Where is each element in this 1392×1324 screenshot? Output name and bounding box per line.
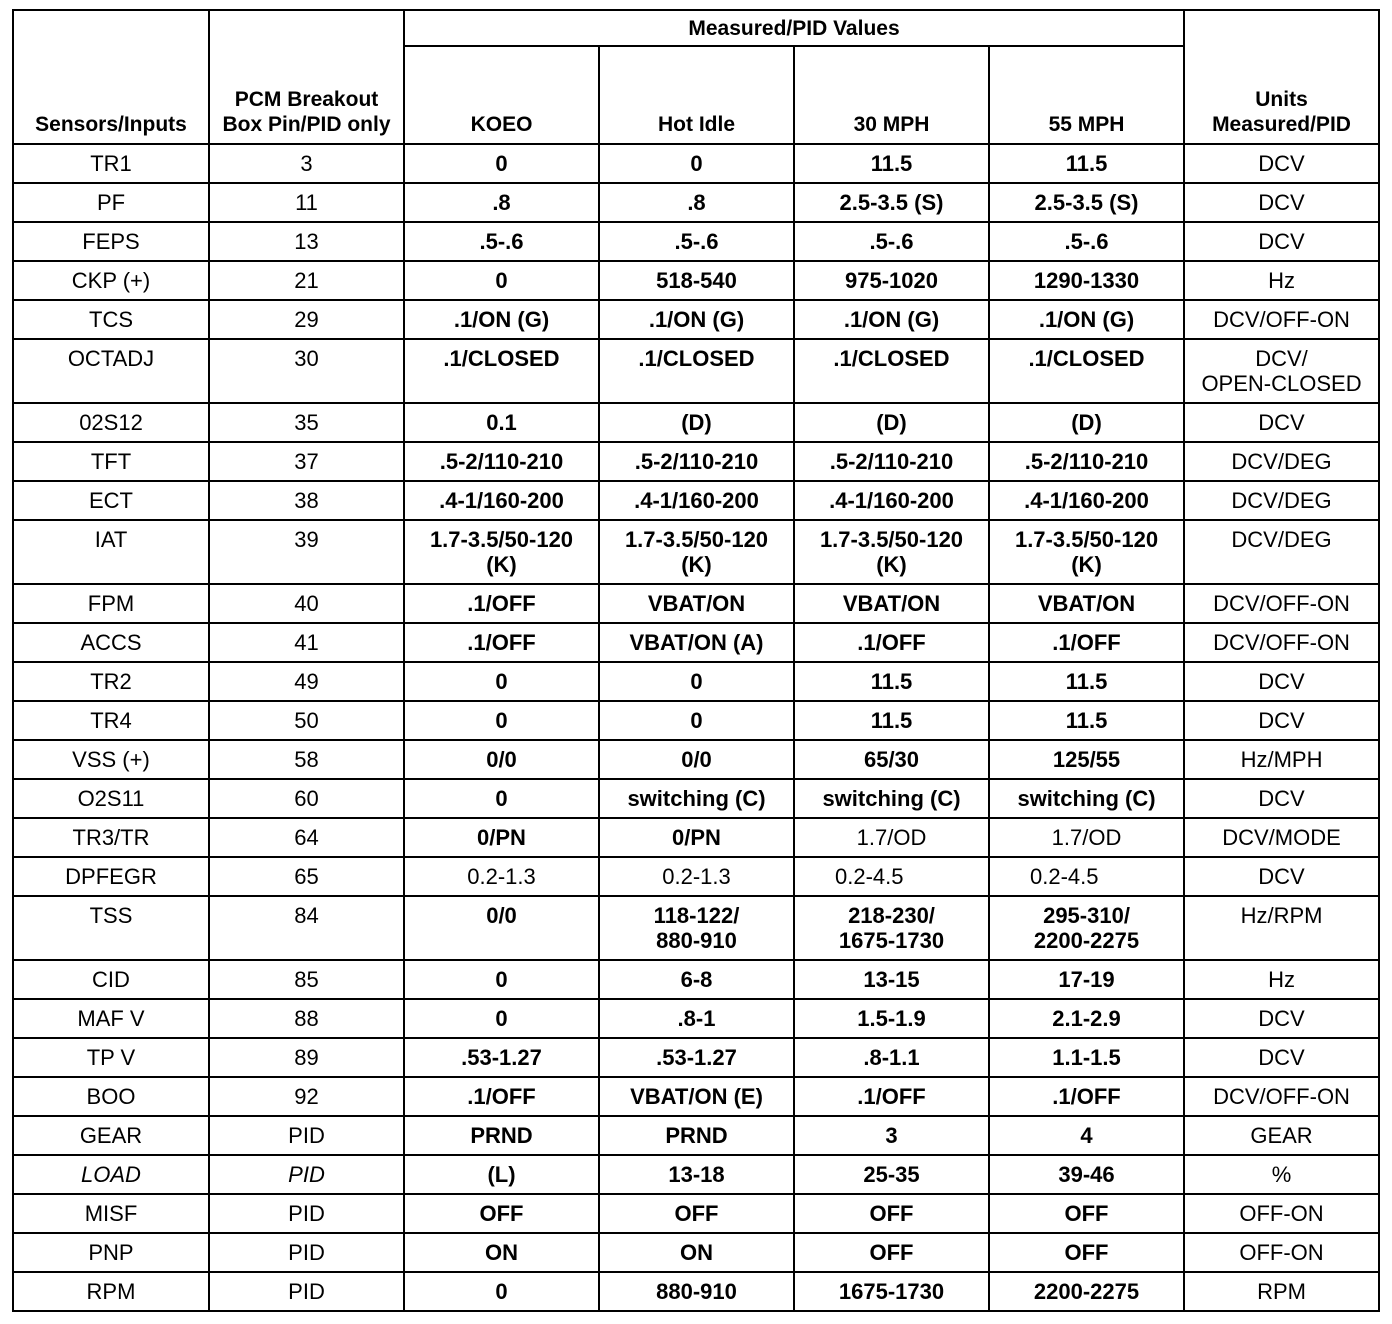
header-measured-group: Measured/PID Values [404,10,1184,46]
pin-cell: PID [209,1116,404,1155]
mph55-cell: 17-19 [989,960,1184,999]
koeo-cell: 0/0 [404,896,599,960]
pin-cell: 85 [209,960,404,999]
sensor-cell: CID [13,960,209,999]
mph55-cell: 1.1-1.5 [989,1038,1184,1077]
mph30-cell: .8-1.1 [794,1038,989,1077]
mph55-cell: 11.5 [989,144,1184,183]
mph30-cell: 3 [794,1116,989,1155]
koeo-cell: .1/ON (G) [404,300,599,339]
hot-idle-cell: 1.7-3.5/50-120 (K) [599,520,794,584]
sensor-cell: GEAR [13,1116,209,1155]
sensor-cell: MAF V [13,999,209,1038]
mph55-cell: (D) [989,403,1184,442]
koeo-cell: (L) [404,1155,599,1194]
koeo-cell: 0/PN [404,818,599,857]
mph55-cell: 4 [989,1116,1184,1155]
hot-idle-cell: 0.2-1.3 [599,857,794,896]
units-cell: DCV [1184,662,1379,701]
sensor-cell: TCS [13,300,209,339]
mph30-cell: .1/OFF [794,623,989,662]
hot-idle-cell: VBAT/ON (E) [599,1077,794,1116]
koeo-cell: .5-.6 [404,222,599,261]
table-row [13,144,1379,183]
mph30-cell: switching (C) [794,779,989,818]
mph30-cell: .5-2/110-210 [794,442,989,481]
sensor-cell: FPM [13,584,209,623]
sensor-cell: PNP [13,1233,209,1272]
koeo-cell: 0.1 [404,403,599,442]
koeo-cell: 1.7-3.5/50-120 (K) [404,520,599,584]
table-row [13,1233,1379,1272]
pin-cell: 37 [209,442,404,481]
sensor-cell: ECT [13,481,209,520]
table-row [13,623,1379,662]
mph55-cell: .1/ON (G) [989,300,1184,339]
sensor-cell: TR1 [13,144,209,183]
mph55-cell: OFF [989,1233,1184,1272]
units-cell: Hz/MPH [1184,740,1379,779]
sensor-cell: VSS (+) [13,740,209,779]
koeo-cell: .1/OFF [404,623,599,662]
hot-idle-cell: 118-122/ 880-910 [599,896,794,960]
pin-cell: 41 [209,623,404,662]
units-cell: RPM [1184,1272,1379,1311]
hot-idle-cell: .5-.6 [599,222,794,261]
mph55-cell: 0.2-4.5 [989,857,1184,896]
units-cell: OFF-ON [1184,1194,1379,1233]
units-cell: DCV/OFF-ON [1184,300,1379,339]
mph55-cell: 2200-2275 [989,1272,1184,1311]
table-row [13,1272,1379,1311]
mph55-cell: 2.5-3.5 (S) [989,183,1184,222]
hot-idle-cell: 0 [599,144,794,183]
mph30-cell: 1675-1730 [794,1272,989,1311]
mph30-cell: 975-1020 [794,261,989,300]
mph55-cell: .4-1/160-200 [989,481,1184,520]
table-row [13,740,1379,779]
pin-cell: 40 [209,584,404,623]
table-row [13,857,1379,896]
mph30-cell: .5-.6 [794,222,989,261]
pin-cell: 13 [209,222,404,261]
sensor-cell: IAT [13,520,209,584]
sensor-cell: TR3/TR [13,818,209,857]
koeo-cell: 0 [404,701,599,740]
mph30-cell: 1.7/OD [794,818,989,857]
sensor-cell: RPM [13,1272,209,1311]
mph55-cell: 11.5 [989,662,1184,701]
koeo-cell: 0 [404,144,599,183]
mph30-cell: 11.5 [794,662,989,701]
koeo-cell: .53-1.27 [404,1038,599,1077]
table-row [13,222,1379,261]
pin-cell: 65 [209,857,404,896]
mph30-cell: (D) [794,403,989,442]
mph30-cell: 13-15 [794,960,989,999]
table-row [13,662,1379,701]
sensor-cell: FEPS [13,222,209,261]
units-cell: DCV [1184,779,1379,818]
units-cell: DCV/DEG [1184,481,1379,520]
header-sensors: Sensors/Inputs [13,10,209,144]
units-cell: GEAR [1184,1116,1379,1155]
koeo-cell: ON [404,1233,599,1272]
mph30-cell: 0.2-4.5 [794,857,989,896]
koeo-cell: 0 [404,1272,599,1311]
hot-idle-cell: 880-910 [599,1272,794,1311]
pin-cell: 60 [209,779,404,818]
mph55-cell: 11.5 [989,701,1184,740]
mph30-cell: .1/OFF [794,1077,989,1116]
sensor-cell: TR2 [13,662,209,701]
units-cell: DCV [1184,857,1379,896]
mph30-cell: OFF [794,1233,989,1272]
units-cell: Hz [1184,960,1379,999]
units-cell: DCV/MODE [1184,818,1379,857]
hot-idle-cell: VBAT/ON [599,584,794,623]
mph30-cell: 2.5-3.5 (S) [794,183,989,222]
units-cell: DCV/DEG [1184,442,1379,481]
units-cell: DCV/OFF-ON [1184,1077,1379,1116]
sensor-cell: TP V [13,1038,209,1077]
hot-idle-cell: 0/PN [599,818,794,857]
pin-cell: PID [209,1272,404,1311]
table-row [13,520,1379,584]
mph55-cell: .5-2/110-210 [989,442,1184,481]
sensor-cell: DPFEGR [13,857,209,896]
table-row [13,960,1379,999]
header-hot-idle: Hot Idle [599,46,794,144]
hot-idle-cell: .53-1.27 [599,1038,794,1077]
units-cell: % [1184,1155,1379,1194]
sensor-cell: O2S11 [13,779,209,818]
koeo-cell: .4-1/160-200 [404,481,599,520]
hot-idle-cell: .8-1 [599,999,794,1038]
sensor-cell: TR4 [13,701,209,740]
pin-cell: 29 [209,300,404,339]
mph30-cell: 11.5 [794,144,989,183]
mph30-cell: OFF [794,1194,989,1233]
hot-idle-cell: 13-18 [599,1155,794,1194]
hot-idle-cell: PRND [599,1116,794,1155]
mph30-cell: VBAT/ON [794,584,989,623]
pin-cell: 11 [209,183,404,222]
header-55-mph: 55 MPH [989,46,1184,144]
units-cell: DCV [1184,403,1379,442]
hot-idle-cell: switching (C) [599,779,794,818]
sensor-cell: OCTADJ [13,339,209,403]
units-cell: DCV [1184,999,1379,1038]
mph55-cell: .1/OFF [989,1077,1184,1116]
pin-cell: 88 [209,999,404,1038]
mph55-cell: switching (C) [989,779,1184,818]
mph55-cell: .1/OFF [989,623,1184,662]
table-row [13,481,1379,520]
koeo-cell: 0 [404,779,599,818]
mph55-cell: .5-.6 [989,222,1184,261]
units-cell: Hz [1184,261,1379,300]
pid-values-table [12,9,1380,1312]
mph55-cell: 1.7-3.5/50-120 (K) [989,520,1184,584]
pin-cell: 38 [209,481,404,520]
koeo-cell: 0 [404,662,599,701]
table-row [13,896,1379,960]
hot-idle-cell: ON [599,1233,794,1272]
pin-cell: 64 [209,818,404,857]
table-row [13,1038,1379,1077]
pin-cell: 39 [209,520,404,584]
koeo-cell: 0.2-1.3 [404,857,599,896]
table-row [13,779,1379,818]
table-row [13,701,1379,740]
sensor-cell: MISF [13,1194,209,1233]
mph55-cell: .1/CLOSED [989,339,1184,403]
mph30-cell: .1/CLOSED [794,339,989,403]
mph55-cell: 1.7/OD [989,818,1184,857]
units-cell: DCV/OFF-ON [1184,623,1379,662]
table-row [13,300,1379,339]
header-koeo: KOEO [404,46,599,144]
sensor-cell: TFT [13,442,209,481]
sensor-cell: ACCS [13,623,209,662]
mph30-cell: .1/ON (G) [794,300,989,339]
mph55-cell: 1290-1330 [989,261,1184,300]
units-cell: DCV/ OPEN-CLOSED [1184,339,1379,403]
mph30-cell: 65/30 [794,740,989,779]
table-row [13,183,1379,222]
table-row [13,1194,1379,1233]
pin-cell: 50 [209,701,404,740]
hot-idle-cell: 0/0 [599,740,794,779]
header-30-mph: 30 MPH [794,46,989,144]
hot-idle-cell: (D) [599,403,794,442]
units-cell: Hz/RPM [1184,896,1379,960]
mph55-cell: 125/55 [989,740,1184,779]
table-row [13,584,1379,623]
mph30-cell: 11.5 [794,701,989,740]
table-row [13,818,1379,857]
units-cell: DCV/DEG [1184,520,1379,584]
hot-idle-cell: VBAT/ON (A) [599,623,794,662]
header-units: Units Measured/PID [1184,10,1379,144]
koeo-cell: .1/CLOSED [404,339,599,403]
mph30-cell: 218-230/ 1675-1730 [794,896,989,960]
table-row [13,261,1379,300]
pin-cell: 89 [209,1038,404,1077]
koeo-cell: 0/0 [404,740,599,779]
mph55-cell: OFF [989,1194,1184,1233]
pin-cell: 35 [209,403,404,442]
koeo-cell: .1/OFF [404,1077,599,1116]
koeo-cell: 0 [404,261,599,300]
header-pin: PCM Breakout Box Pin/PID only [209,10,404,144]
hot-idle-cell: 0 [599,701,794,740]
mph55-cell: 295-310/ 2200-2275 [989,896,1184,960]
units-cell: DCV/OFF-ON [1184,584,1379,623]
mph55-cell: VBAT/ON [989,584,1184,623]
mph30-cell: 25-35 [794,1155,989,1194]
table-row [13,339,1379,403]
mph30-cell: .4-1/160-200 [794,481,989,520]
koeo-cell: 0 [404,999,599,1038]
pin-cell: 58 [209,740,404,779]
sensor-cell: TSS [13,896,209,960]
pin-cell: 84 [209,896,404,960]
hot-idle-cell: 6-8 [599,960,794,999]
koeo-cell: 0 [404,960,599,999]
units-cell: DCV [1184,701,1379,740]
koeo-cell: PRND [404,1116,599,1155]
table-row [13,403,1379,442]
sensor-cell: PF [13,183,209,222]
hot-idle-cell: .1/CLOSED [599,339,794,403]
koeo-cell: OFF [404,1194,599,1233]
hot-idle-cell: .8 [599,183,794,222]
table-row [13,1155,1379,1194]
sensor-cell: BOO [13,1077,209,1116]
pin-cell: 21 [209,261,404,300]
table-row [13,442,1379,481]
koeo-cell: .8 [404,183,599,222]
pin-cell: 49 [209,662,404,701]
hot-idle-cell: OFF [599,1194,794,1233]
sensor-cell: CKP (+) [13,261,209,300]
mph30-cell: 1.5-1.9 [794,999,989,1038]
pin-cell: 3 [209,144,404,183]
pin-cell: PID [209,1233,404,1272]
mph30-cell: 1.7-3.5/50-120 (K) [794,520,989,584]
pin-cell: PID [209,1155,404,1194]
table-body [13,144,1379,1311]
sensor-cell: 02S12 [13,403,209,442]
koeo-cell: .1/OFF [404,584,599,623]
pin-cell: 30 [209,339,404,403]
units-cell: DCV [1184,222,1379,261]
koeo-cell: .5-2/110-210 [404,442,599,481]
sensor-cell: LOAD [13,1155,209,1194]
mph55-cell: 39-46 [989,1155,1184,1194]
units-cell: DCV [1184,1038,1379,1077]
pin-cell: 92 [209,1077,404,1116]
table-row [13,1077,1379,1116]
units-cell: DCV [1184,183,1379,222]
mph55-cell: 2.1-2.9 [989,999,1184,1038]
units-cell: OFF-ON [1184,1233,1379,1272]
hot-idle-cell: 0 [599,662,794,701]
table-row [13,999,1379,1038]
hot-idle-cell: .4-1/160-200 [599,481,794,520]
table-row [13,1116,1379,1155]
pin-cell: PID [209,1194,404,1233]
hot-idle-cell: .5-2/110-210 [599,442,794,481]
hot-idle-cell: 518-540 [599,261,794,300]
hot-idle-cell: .1/ON (G) [599,300,794,339]
units-cell: DCV [1184,144,1379,183]
